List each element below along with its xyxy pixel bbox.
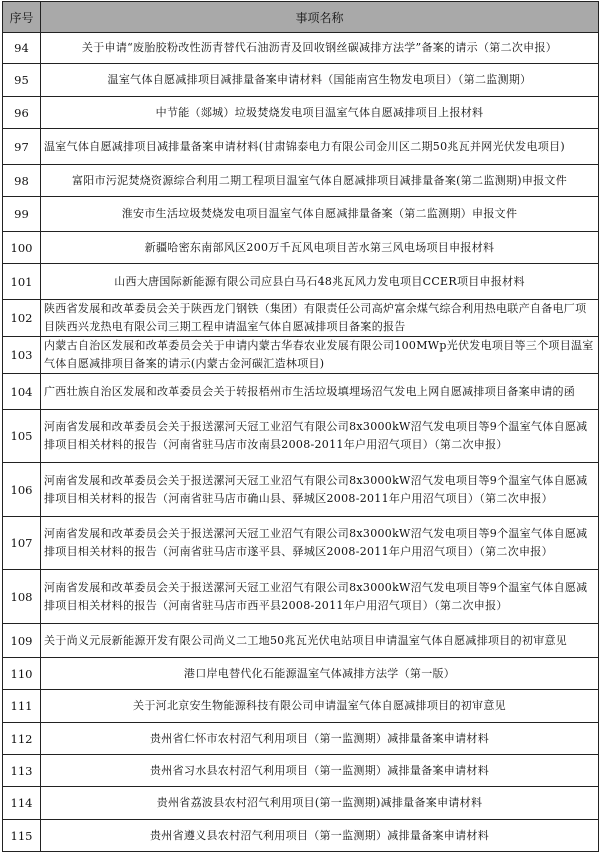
row-number: 98 <box>3 165 41 197</box>
item-name: 关于河北京安生物能源科技有限公司申请温室气体自愿减排项目的初审意见 <box>41 690 599 723</box>
row-number: 113 <box>3 755 41 787</box>
row-number: 111 <box>3 690 41 723</box>
item-name: 河南省发展和改革委员会关于报送漯河天冠工业沼气有限公司8x3000kW沼气发电项目等9个温室气体自愿减排项目相关材料的报告（河南省驻马店市西平县2008-2011年户用沼气项目）（第二次申报） <box>41 570 599 624</box>
row-number: 99 <box>3 197 41 232</box>
table-row <box>3 165 599 197</box>
table-row <box>3 410 599 463</box>
table-row <box>3 570 599 624</box>
table-row <box>3 374 599 410</box>
item-name: 内蒙古自治区发展和改革委员会关于申请内蒙古华春农业发展有限公司100MWp光伏发电项目等三个项目温室气体自愿减排项目备案的请示(内蒙古金河碳汇造林项目) <box>41 337 599 374</box>
table-row <box>3 197 599 232</box>
item-name: 中节能（郯城）垃圾焚烧发电项目温室气体自愿减排项目上报材料 <box>41 97 599 129</box>
table-row <box>3 64 599 97</box>
items-table <box>2 1 599 852</box>
table-row <box>3 300 599 337</box>
item-name: 河南省发展和改革委员会关于报送漯河天冠工业沼气有限公司8x3000kW沼气发电项目等9个温室气体自愿减排项目相关材料的报告（河南省驻马店市确山县、驿城区2008-2011年户用沼气项目）（第二次申报） <box>41 463 599 517</box>
row-number: 107 <box>3 517 41 570</box>
table-row <box>3 517 599 570</box>
item-name: 淮安市生活垃圾焚烧发电项目温室气体自愿减排量备案（第二监测期）申报文件 <box>41 197 599 232</box>
item-name: 河南省发展和改革委员会关于报送漯河天冠工业沼气有限公司8x3000kW沼气发电项目等9个温室气体自愿减排项目相关材料的报告（河南省驻马店市汝南县2008-2011年户用沼气项目）（第二次申报） <box>41 410 599 463</box>
table-row <box>3 820 599 852</box>
row-number: 106 <box>3 463 41 517</box>
row-number: 96 <box>3 97 41 129</box>
row-number: 108 <box>3 570 41 624</box>
row-number: 102 <box>3 300 41 337</box>
table-row <box>3 723 599 755</box>
table-row <box>3 690 599 723</box>
item-name: 关于尚义元辰新能源开发有限公司尚义二工地50兆瓦光伏电站项目申请温室气体自愿减排项目的初审意见 <box>41 624 599 658</box>
row-number: 115 <box>3 820 41 852</box>
row-number: 94 <box>3 33 41 64</box>
item-name: 河南省发展和改革委员会关于报送漯河天冠工业沼气有限公司8x3000kW沼气发电项目等9个温室气体自愿减排项目相关材料的报告（河南省驻马店市遂平县、驿城区2008-2011年户用沼气项目）（第二次申报） <box>41 517 599 570</box>
item-name: 广西壮族自治区发展和改革委员会关于转报梧州市生活垃圾填埋场沼气发电上网自愿减排项目备案申请的函 <box>41 374 599 410</box>
item-name: 新疆哈密东南部风区200万千瓦风电项目苦水第三风电场项目申报材料 <box>41 232 599 264</box>
item-name: 温室气体自愿减排项目减排量备案申请材料（国能南宫生物发电项目）（第二监测期） <box>41 64 599 97</box>
row-number: 114 <box>3 787 41 820</box>
item-name: 贵州省习水县农村沼气利用项目（第一监测期）减排量备案申请材料 <box>41 755 599 787</box>
row-number: 109 <box>3 624 41 658</box>
row-number: 100 <box>3 232 41 264</box>
column-header-item-name: 事项名称 <box>41 2 599 33</box>
table-row <box>3 232 599 264</box>
row-number: 103 <box>3 337 41 374</box>
item-name: 富阳市污泥焚烧资源综合利用二期工程项目温室气体自愿减排项目减排量备案(第二监测期)申报文件 <box>41 165 599 197</box>
table-row <box>3 624 599 658</box>
table-row <box>3 658 599 690</box>
table-row <box>3 33 599 64</box>
column-header-number: 序号 <box>3 2 41 33</box>
row-number: 97 <box>3 129 41 165</box>
item-name: 贵州省遵义县农村沼气利用项目（第一监测期）减排量备案申请材料 <box>41 820 599 852</box>
row-number: 104 <box>3 374 41 410</box>
item-name: 贵州省仁怀市农村沼气利用项目（第一监测期）减排量备案申请材料 <box>41 723 599 755</box>
table-row <box>3 755 599 787</box>
row-number: 105 <box>3 410 41 463</box>
table-row <box>3 463 599 517</box>
row-number: 101 <box>3 264 41 300</box>
table-row <box>3 787 599 820</box>
row-number: 110 <box>3 658 41 690</box>
item-name: 陕西省发展和改革委员会关于陕西龙门钢铁（集团）有限责任公司高炉富余煤气综合利用热电联产自备电厂项目陕西兴龙热电有限公司三期工程申请温室气体自愿减排项目备案的报告 <box>41 300 599 337</box>
item-name: 山西大唐国际新能源有限公司应县白马石48兆瓦风力发电项目CCER项目申报材料 <box>41 264 599 300</box>
table-row <box>3 264 599 300</box>
table-row <box>3 97 599 129</box>
item-name: 温室气体自愿减排项目减排量备案申请材料(甘肃锦泰电力有限公司金川区二期50兆瓦并网光伏发电项目) <box>41 129 599 165</box>
item-name: 关于申请“废胎胶粉改性沥青替代石油沥青及回收钢丝碳减排方法学”备案的请示（第二次申报） <box>41 33 599 64</box>
table-row <box>3 337 599 374</box>
item-name: 港口岸电替代化石能源温室气体减排方法学（第一版） <box>41 658 599 690</box>
item-name: 贵州省荔波县农村沼气利用项目(第一监测期)减排量备案申请材料 <box>41 787 599 820</box>
table-row <box>3 129 599 165</box>
table-header-row <box>3 2 599 33</box>
row-number: 95 <box>3 64 41 97</box>
row-number: 112 <box>3 723 41 755</box>
table-body <box>3 33 599 852</box>
